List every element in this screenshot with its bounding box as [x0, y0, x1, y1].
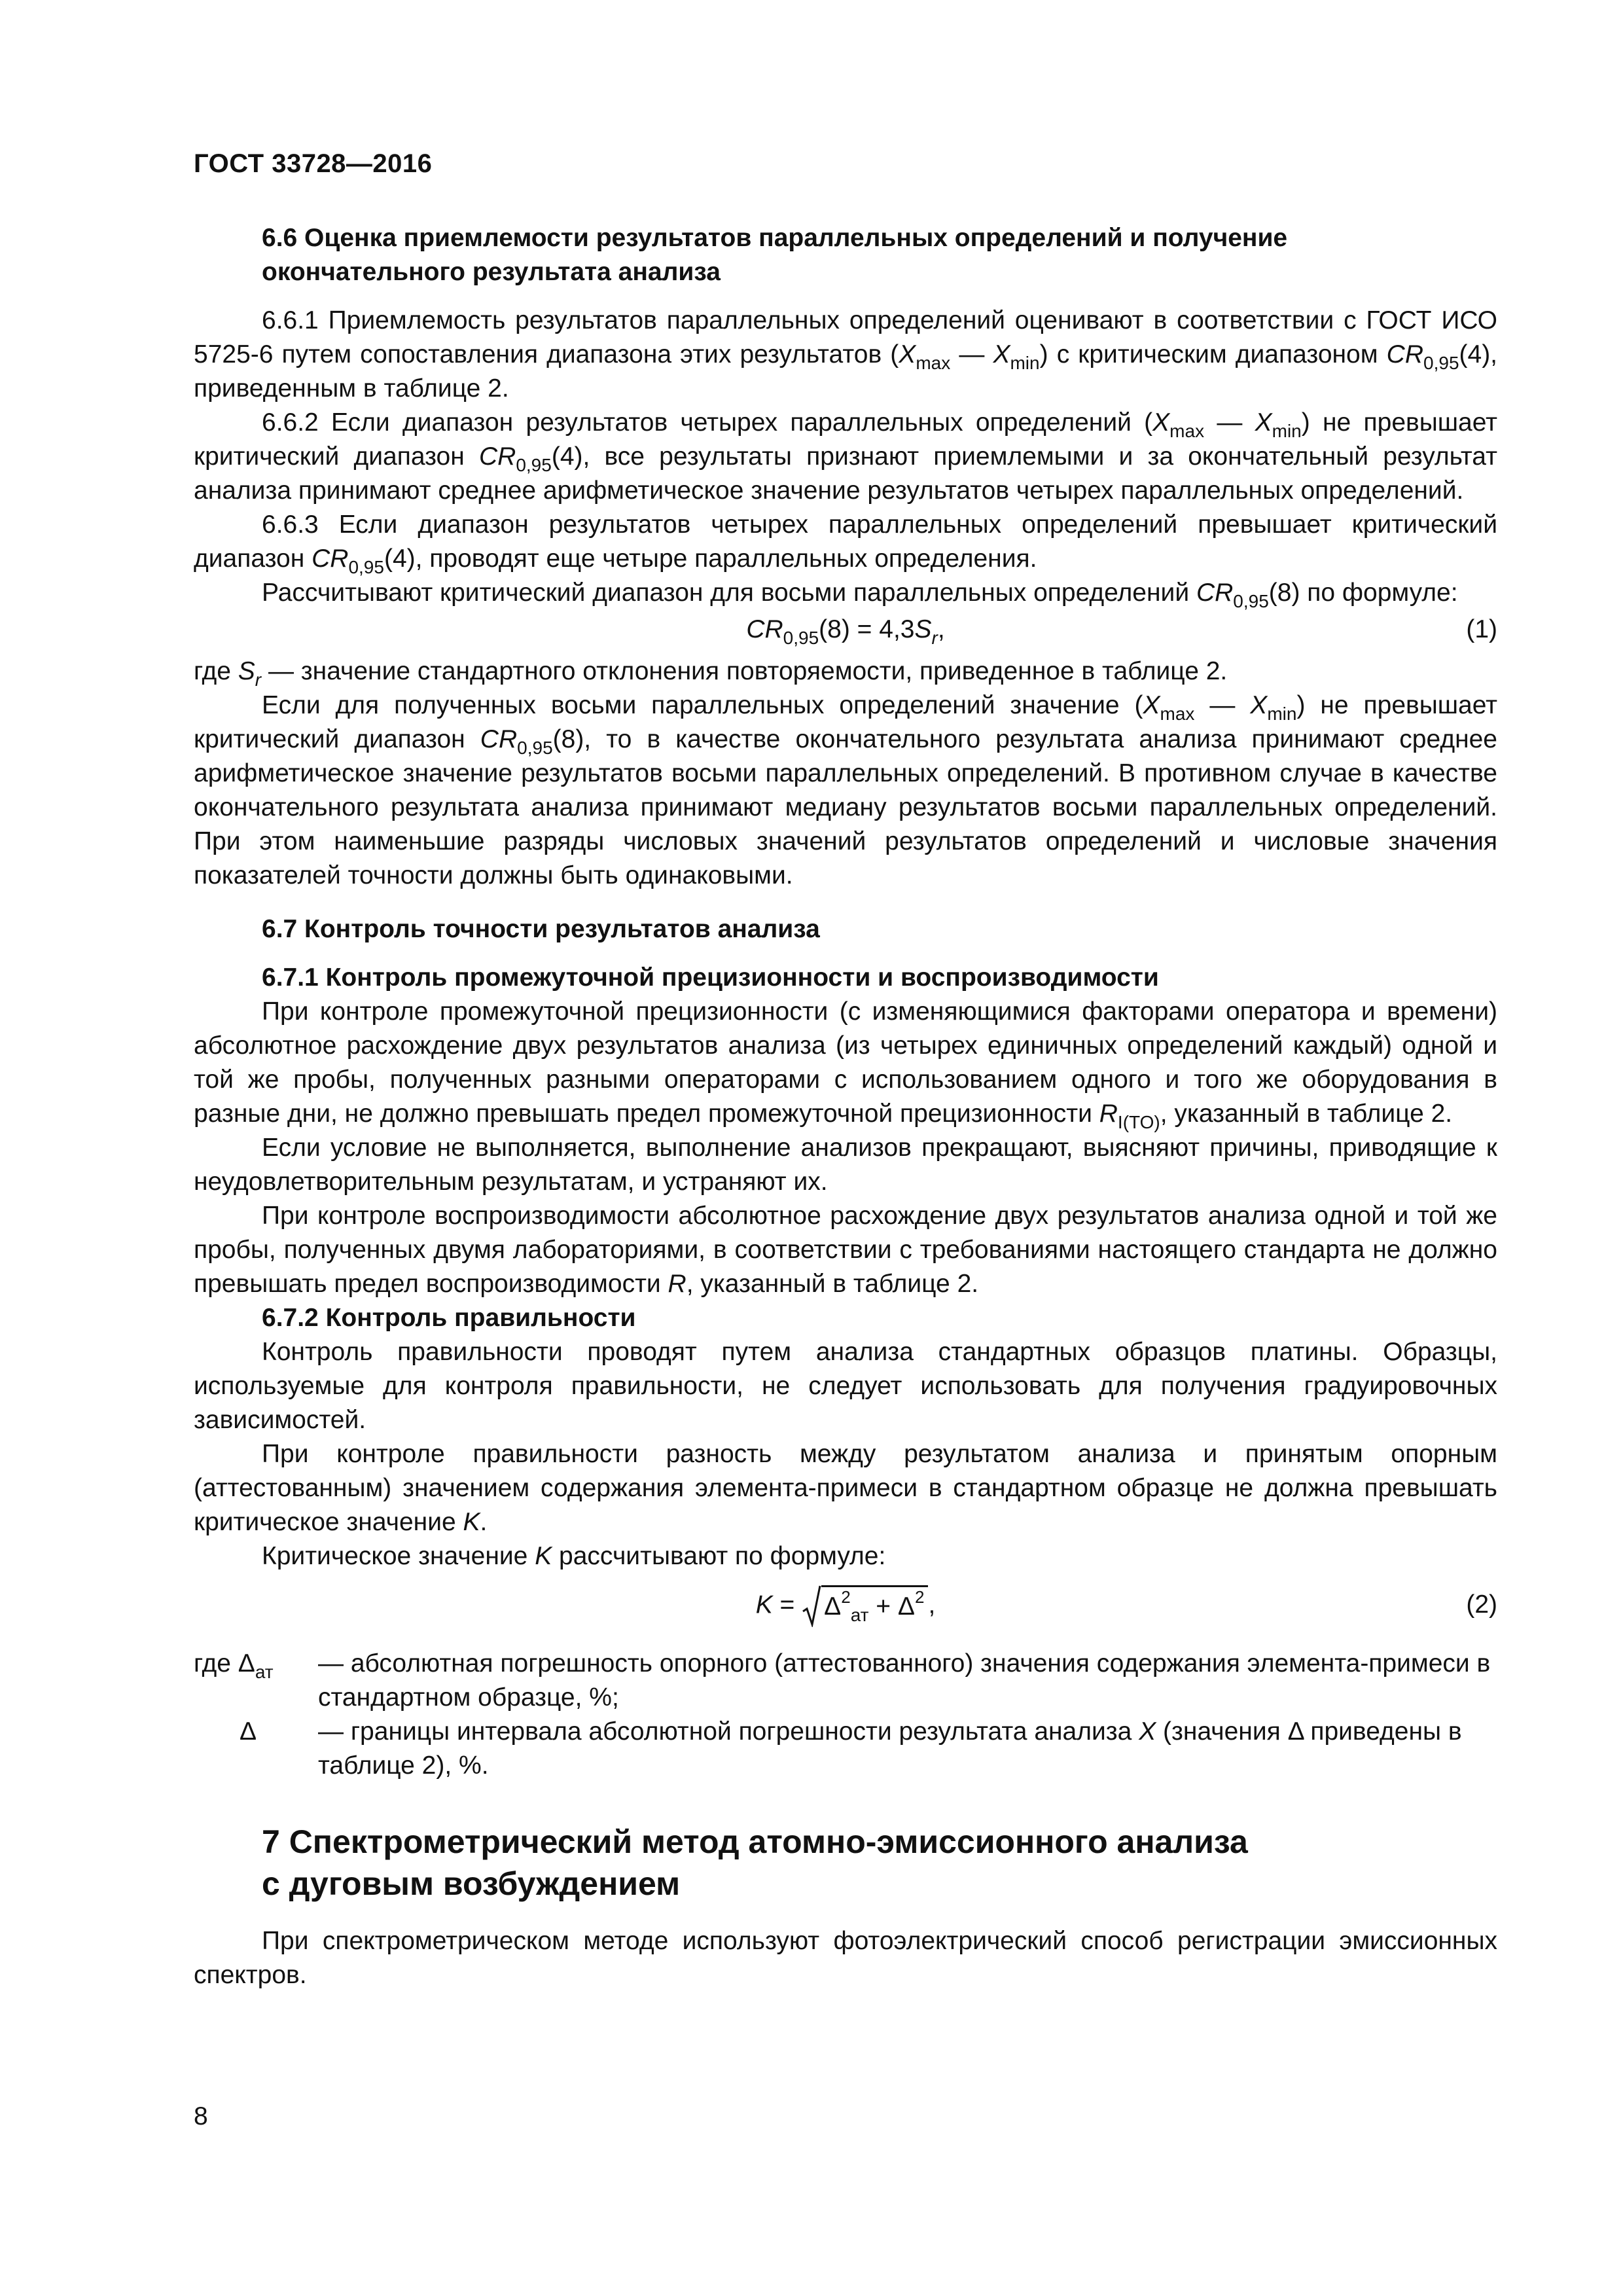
paragraph-trueness-control: Контроль правильности проводят путем анализа стандартных образцов платины. Образцы, используемые для контроля правильности, не следует использовать для получения градуировочных зависимостей.	[194, 1338, 1497, 1434]
paragraph-6-6-1: 6.6.1 Приемлемость результатов параллельных определений оценивают в соответствии с ГОСТ ИСО 5725-6 путем сопоставления диапазона этих результатов ($X_{max}$ — $X_{min}$) с критическим диапазоном $CR_{0,95}(4)$, приведенным в таблице 2.	[194, 306, 1498, 403]
section-7-heading: 7 Спектрометрический метод атомно-эмиссионного анализа с дуговым возбуждением	[262, 1823, 1248, 1902]
where-2-symbol-delta-at: где $\Delta_{ат}$	[194, 1649, 274, 1682]
paragraph-6-6-3: 6.6.3 Если диапазон результатов четырех параллельных определений превышает критический диапазон $CR_{0,95}(4)$, проводят еще четыре параллельных определения.	[194, 511, 1497, 577]
where-clause-2	[194, 1647, 1497, 1783]
where-2-symbol-delta: Δ	[240, 1717, 257, 1746]
square-root: $\Delta^2_{ат} + \Delta^2$	[802, 1585, 928, 1627]
document-body	[194, 221, 1497, 1992]
paragraph-eight-determinations: Если для полученных восьми параллельных определений значение ($X_{max}$ — $X_{min}$) не превышает критический диапазон $CR_{0,95}(8)$, то в качестве окончательного результата анализа принимают среднее арифметическое значение результатов восьми параллельных определений. В противном случае в качестве окончательного результата анализа принимают медиану результатов восьми параллельных определений. При этом наименьшие разряды числовых значений результатов определений и числовые значения показателей точности должны быть одинаковыми.	[194, 691, 1497, 889]
where-2-text-delta-at: — абсолютная погрешность опорного (аттестованного) значения содержания элемента-примеси в стандартном образце, %;	[318, 1649, 1491, 1712]
formula-1	[194, 613, 1497, 649]
where-clause-1: где $S_r$ — значение стандартного отклонения повторяемости, приведенное в таблице 2.	[194, 657, 1228, 690]
formula-1-expression: $CR_{0,95}(8) = 4,3S_r$,	[746, 615, 945, 648]
section-6-6-heading: 6.6 Оценка приемлемости результатов параллельных определений и получение окончательного результата анализа	[262, 224, 1288, 286]
document-header: ГОСТ 33728—2016	[194, 149, 433, 178]
paragraph-6-6-2: 6.6.2 Если диапазон результатов четырех параллельных определений ($X_{max}$ — $X_{min}$) не превышает критический диапазон $CR_{0,95}(4)$, все результаты признают приемлемыми и за окончательный результат анализа принимают среднее арифметическое значение результатов четырех параллельных определений.	[194, 408, 1498, 505]
paragraph-calc-critical-range: Рассчитывают критический диапазон для восьми параллельных определений $CR_{0,95}(8)$ по формуле:	[262, 579, 1458, 611]
formula-2-number: (2)	[1466, 1590, 1497, 1619]
page-number: 8	[194, 2102, 208, 2130]
paragraph-trueness-difference: При контроле правильности разность между результатом анализа и принятым опорным (аттестованным) значением содержания элемента-примеси в стандартном образце не должна превышать критическое значение K.	[194, 1440, 1497, 1536]
paragraph-condition-not-met: Если условие не выполняется, выполнение анализов прекращают, выясняют причины, приводящие к неудовлетворительным результатам, и устраняют их.	[194, 1134, 1497, 1196]
section-6-7-1-heading: 6.7.1 Контроль промежуточной прецизионности и воспроизводимости	[262, 963, 1159, 992]
paragraph-reproducibility: При контроле воспроизводимости абсолютное расхождение двух результатов анализа одной и той же пробы, полученных двумя лабораториями, в соответствии с требованиями настоящего стандарта не должно превышать предел воспроизводимости R, указанный в таблице 2.	[194, 1202, 1497, 1298]
paragraph-critical-value: Критическое значение K рассчитывают по формуле:	[262, 1542, 886, 1570]
section-6-7-heading: 6.7 Контроль точности результатов анализа	[262, 915, 820, 943]
section-6-7-2-heading: 6.7.2 Контроль правильности	[262, 1304, 636, 1332]
radical-sign-icon	[802, 1585, 821, 1627]
paragraph-intermediate-precision: При контроле промежуточной прецизионности (с изменяющимися факторами оператора и времени) абсолютное расхождение двух результатов анализа (из четырех единичных определений каждый) одной и той же пробы, полученных разными операторами с использованием одного и того же оборудования в разные дни, не должно превышать предел промежуточной прецизионности $R_{I(TO)}$, указанный в таблице 2.	[194, 997, 1497, 1132]
paragraph-section-7: При спектрометрическом методе используют фотоэлектрический способ регистрации эмиссионных спектров.	[194, 1927, 1497, 1989]
formula-2-expression: K = $\Delta^2_{ат} + \Delta^2$ ,	[756, 1585, 936, 1627]
formula-1-number: (1)	[1466, 615, 1497, 643]
formula-2	[194, 1577, 1497, 1638]
where-2-text-delta: — границы интервала абсолютной погрешности результата анализа X (значения Δ приведены в таблице 2), %.	[318, 1717, 1462, 1780]
